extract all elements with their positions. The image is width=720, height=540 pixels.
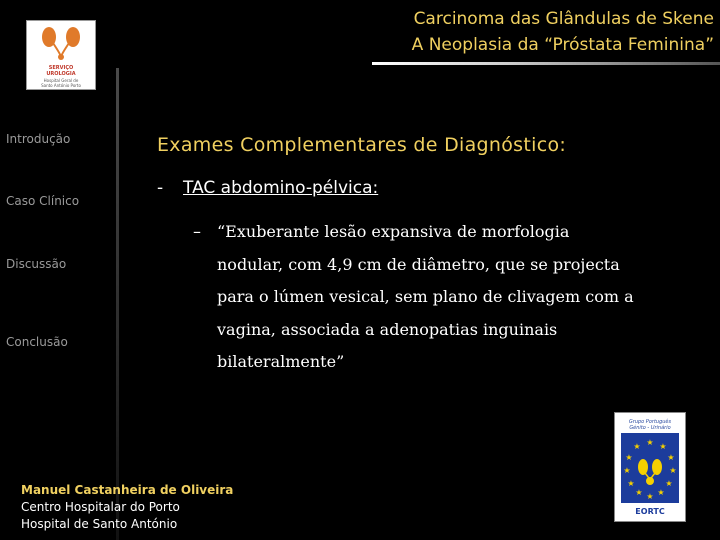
svg-text:★: ★ bbox=[667, 453, 675, 462]
svg-text:★: ★ bbox=[635, 488, 643, 497]
svg-text:★: ★ bbox=[665, 479, 673, 488]
slide-title-line-1: Carcinoma das Glândulas de Skene bbox=[413, 9, 714, 29]
urology-logo bbox=[26, 20, 96, 90]
eu-flag-icon bbox=[621, 433, 679, 503]
section-heading: Exames Complementares de Diagnóstico: bbox=[157, 134, 567, 156]
svg-text:★: ★ bbox=[646, 438, 654, 447]
svg-text:★: ★ bbox=[646, 492, 654, 501]
sidebar-divider bbox=[116, 68, 119, 540]
bullet-dash: - bbox=[157, 178, 164, 198]
author-name: Manuel Castanheira de Oliveira bbox=[21, 483, 234, 497]
author-affiliation-2: Hospital de Santo António bbox=[21, 517, 178, 531]
bullet-text: TAC abdomino-pélvica: bbox=[183, 178, 379, 198]
svg-text:★: ★ bbox=[625, 453, 633, 462]
bullet-level-2 bbox=[193, 216, 713, 379]
svg-text:★: ★ bbox=[623, 466, 631, 475]
quote-line-3: para o lúmen vesical, sem plano de clivagem com a bbox=[217, 287, 634, 306]
slide-title bbox=[412, 6, 714, 58]
kidney-icon bbox=[27, 21, 95, 61]
logo-line-4: Santo António Porto bbox=[41, 83, 81, 88]
logo-line-1: SERVIÇO bbox=[48, 65, 74, 71]
quote-line-1: “Exuberante lesão expansiva de morfologia bbox=[217, 222, 570, 241]
eortc-line-2: Génito - Urinário bbox=[629, 425, 671, 431]
author-affiliation-1: Centro Hospitalar do Porto bbox=[21, 500, 180, 514]
quote-line-5: bilateralmente” bbox=[217, 352, 345, 371]
svg-text:★: ★ bbox=[659, 442, 667, 451]
svg-text:★: ★ bbox=[633, 442, 641, 451]
slide-title-line-2: A Neoplasia da “Próstata Feminina” bbox=[411, 35, 714, 55]
svg-text:★: ★ bbox=[627, 479, 635, 488]
eortc-line-1: Grupo Português bbox=[628, 419, 672, 425]
eortc-code: EORTC bbox=[635, 507, 665, 516]
quote-line-2: nodular, com 4,9 cm de diâmetro, que se projecta bbox=[217, 254, 620, 274]
author-block bbox=[21, 482, 233, 533]
bullet-level-1 bbox=[157, 178, 378, 198]
nav-item-discussao[interactable]: Discussão bbox=[6, 257, 67, 271]
quote-line-4: vagina, associada a adenopatias inguinais bbox=[217, 319, 558, 339]
nav-item-conclusao[interactable]: Conclusão bbox=[6, 335, 68, 349]
svg-text:★: ★ bbox=[669, 466, 677, 475]
nav-item-caso-clinico[interactable]: Caso Clínico bbox=[6, 194, 80, 208]
title-divider bbox=[372, 62, 720, 65]
logo-line-2: UROLOGIA bbox=[46, 71, 76, 77]
bullet-dash: – bbox=[193, 222, 201, 241]
logo-line-3: Hospital Geral de bbox=[43, 78, 79, 83]
eortc-logo bbox=[614, 412, 686, 522]
svg-text:★: ★ bbox=[657, 488, 665, 497]
nav-item-introducao[interactable]: Introdução bbox=[6, 132, 71, 146]
